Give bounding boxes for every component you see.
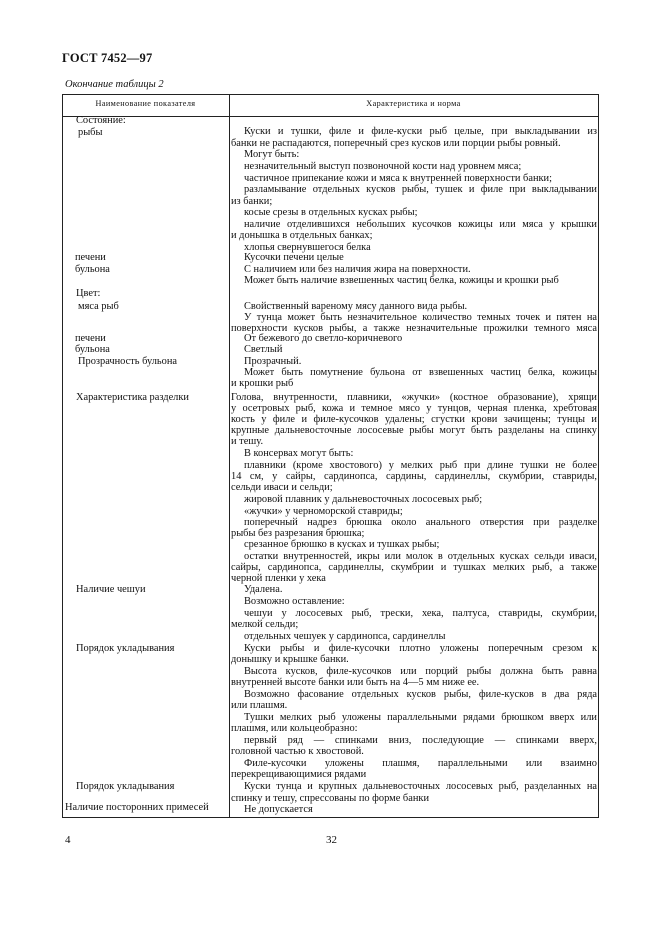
characteristic-line: Куски тунца и крупных дальневосточных лососевых рыб, разделанных на xyxy=(244,781,597,792)
characteristic-line: Может быть наличие взвешенных частиц белка, кожицы и крошки рыб xyxy=(244,275,559,286)
document-code: ГОСТ 7452—97 xyxy=(62,51,153,65)
characteristic-line: «жучки» у черноморской ставриды; xyxy=(244,506,403,517)
characteristic-line: Филе-кусочки уложены плашмя, параллельными или взаимно xyxy=(244,758,597,769)
characteristic-line: Тушки мелких рыб уложены параллельными рядами брюшком вверх или xyxy=(244,712,597,723)
characteristic-line: косые срезы в отдельных кусках рыбы; xyxy=(244,207,418,218)
column-header-indicator: Наименование показателя xyxy=(95,99,196,108)
characteristic-line: Прозрачный. xyxy=(244,356,302,367)
characteristic-line: чешуи у лососевых рыб, трески, хека, палтуса, ставриды, скумбрии, xyxy=(244,608,597,619)
table-left-border xyxy=(62,94,63,818)
characteristic-line: срезанное брюшко в кусках и тушках рыбы; xyxy=(244,539,440,550)
characteristic-line: донышку и крышке банки. xyxy=(231,654,349,665)
characteristic-line: отдельных чешуек у сардинопса, сардинеллы xyxy=(244,631,446,642)
page-number-center: 32 xyxy=(326,834,337,846)
characteristic-line: Удалена. xyxy=(244,584,283,595)
indicator-line: бульона xyxy=(75,264,110,275)
characteristic-line: 14 см, у сайры, сардинопса, сардины, сардинеллы, скумбрии, ставриды, xyxy=(231,471,597,482)
column-divider xyxy=(229,94,230,818)
characteristic-line: Высота кусков, филе-кусочков или порций рыбы должна быть равна xyxy=(244,666,597,677)
characteristic-line: поперечный надрез брюшка около анального отверстия при разделке xyxy=(244,517,597,528)
indicator-line: печени xyxy=(75,252,106,263)
characteristic-line: и тешу. xyxy=(231,436,264,447)
characteristic-line: В консервах могут быть: xyxy=(244,448,354,459)
characteristic-line: черной пленки у хека xyxy=(231,573,326,584)
indicator-line: мяса рыб xyxy=(78,301,119,312)
characteristic-line: у осетровых рыб, кожа и темное мясо у тунцов, черная пленка, хребтовая xyxy=(231,403,597,414)
characteristic-line: первый ряд — спинками вниз, последующие — спинками вверх, xyxy=(244,735,597,746)
characteristic-line: частичное припекание кожи и мяса к внутренней поверхности банки; xyxy=(244,173,553,184)
characteristic-line: банки не распадаются, поперечный срез кусков или порции рыбы ровный. xyxy=(231,138,561,149)
indicator-line: Наличие посторонних примесей xyxy=(65,802,209,813)
characteristic-line: Возможно фасование отдельных кусков рыбы, филе-кусков в два ряда xyxy=(244,689,597,700)
characteristic-line: хлопья свернувшегося белка xyxy=(244,242,371,253)
characteristic-line: и крошки рыб xyxy=(231,378,294,389)
characteristic-line: сайры, сардинопса, сардинеллы, скумбрии и тушках мелких рыб, а также xyxy=(231,562,597,573)
characteristic-line: С наличием или без наличия жира на поверхности. xyxy=(244,264,471,275)
indicator-line: Состояние: xyxy=(76,115,126,126)
indicator-line: Порядок укладывания xyxy=(76,781,175,792)
characteristic-line: Куски рыбы и филе-кусочки плотно уложены поперечным срезом к xyxy=(244,643,597,654)
characteristic-line: разламывание отдельных кусков рыбы, тушек и филе при выкладывании xyxy=(244,184,597,195)
characteristic-line: и донышка в отдельных банках; xyxy=(231,230,373,241)
characteristic-line: От бежевого до светло-коричневого xyxy=(244,333,403,344)
characteristic-line: Голова, внутренности, плавники, «жучки» (костное образование), хрящи xyxy=(231,392,597,403)
characteristic-line: Свойственный вареному мясу данного вида рыбы. xyxy=(244,301,468,312)
characteristic-line: кость у филе и филе-кусочков удалены; сгустки крови зачищены; тунцы и xyxy=(231,414,597,425)
indicator-line: Цвет: xyxy=(76,288,101,299)
characteristic-line: У тунца может быть незначительное количество темных точек и пятен на xyxy=(244,312,597,323)
indicator-line: Прозрачность бульона xyxy=(78,356,178,367)
characteristic-line: рыбы без разрезания брюшка; xyxy=(231,528,365,539)
characteristic-line: или плашмя. xyxy=(231,700,288,711)
characteristic-line: сельди иваси и сельди; xyxy=(231,482,333,493)
column-header-characteristic: Характеристика и норма xyxy=(366,99,461,108)
characteristic-line: незначительный выступ позвоночной кости над уровнем мяса; xyxy=(244,161,522,172)
indicator-line: Характеристика разделки xyxy=(76,392,189,403)
characteristic-line: мелкой сельди; xyxy=(231,619,299,630)
characteristic-line: наличие отделившихся небольших кусочков кожицы или мяса у крышки xyxy=(244,219,597,230)
characteristic-line: крупные дальневосточные лососевые рыбы могут быть разделаны на спинку xyxy=(231,425,597,436)
characteristic-line: жировой плавник у дальневосточных лососевых рыб; xyxy=(244,494,483,505)
indicator-line: Порядок укладывания xyxy=(76,643,175,654)
table-bottom-border xyxy=(62,817,599,818)
header-bottom-border xyxy=(62,116,599,117)
indicator-line: бульона xyxy=(75,344,110,355)
characteristic-line: Могут быть: xyxy=(244,149,300,160)
characteristic-line: Кусочки печени целые xyxy=(244,252,344,263)
characteristic-line: Куски и тушки, филе и филе-куски рыб целые, при выкладывании из xyxy=(244,126,597,137)
characteristic-line: перекрещивающимися рядами xyxy=(231,769,367,780)
indicator-line: рыбы xyxy=(78,127,103,138)
characteristic-line: плавники (кроме хвостового) у мелких рыб при длине тушки не более xyxy=(244,460,597,471)
page-number-left: 4 xyxy=(65,834,71,846)
table-top-border xyxy=(62,94,599,95)
characteristic-line: поверхности кусков рыбы, а также незначительные прожилки темного мяса xyxy=(231,323,597,334)
characteristic-line: спинку и тешу, спрессованы по форме банки xyxy=(231,793,429,804)
characteristic-line: Не допускается xyxy=(244,804,313,815)
characteristic-line: остатки внутренностей, икры или молок в отдельных кусках сельди иваси, xyxy=(244,551,597,562)
table-right-border xyxy=(598,94,599,818)
indicator-line: печени xyxy=(75,333,106,344)
characteristic-line: головной частью к хвостовой. xyxy=(231,746,364,757)
characteristic-line: плашмя, или кольцеобразно: xyxy=(231,723,358,734)
characteristic-line: внутренней высоте банки или быть на 4—5 мм ниже ее. xyxy=(231,677,480,688)
characteristic-line: Возможно оставление: xyxy=(244,596,345,607)
characteristic-line: Светлый xyxy=(244,344,283,355)
table-caption: Окончание таблицы 2 xyxy=(65,79,164,90)
characteristic-line: Может быть помутнение бульона от взвешенных частиц белка, кожицы xyxy=(244,367,597,378)
characteristic-line: из банки; xyxy=(231,196,273,207)
indicator-line: Наличие чешуи xyxy=(76,584,146,595)
